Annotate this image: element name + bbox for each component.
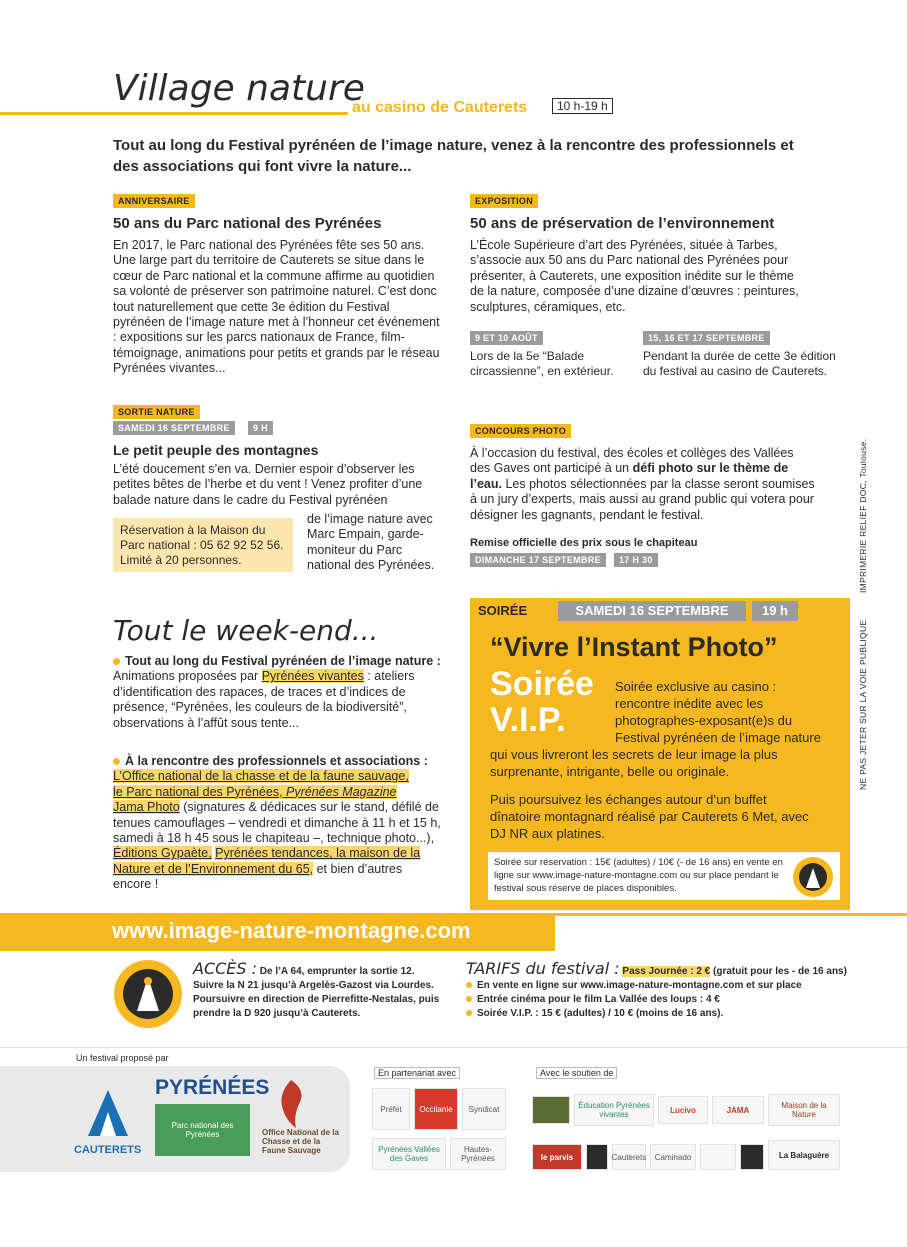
weekend-b1-pre: Animations proposées par <box>113 669 262 684</box>
page-subtitle: au casino de Cauterets <box>352 99 528 116</box>
website-banner-line <box>555 913 907 916</box>
weekend-b1-title: Tout au long du Festival pyrénéen de l’image nature : <box>125 654 441 668</box>
link-oncfs[interactable]: L’Office national de la chasse et de la faune sauvage, <box>113 769 409 784</box>
exposition-text2: Pendant la durée de cette 3e édition du festival au casino de Cauterets. <box>643 349 836 379</box>
tag-concours-photo: CONCOURS PHOTO <box>470 424 571 438</box>
soiree-date: SAMEDI 16 SEPTEMBRE <box>558 601 746 621</box>
sponsor-logo: Cauterets <box>612 1144 646 1170</box>
bullet-dot <box>113 658 120 665</box>
concours-text-a: À l’occasion du festival, des écoles et collèges des Vallées des Gaves ont participé à un <box>470 446 794 476</box>
festival-badge-icon <box>113 959 183 1029</box>
weekend-b2-t3: (signatures & dédicaces sur le stand, défilé de tenues camouflages – vendredi et dimanche à 11 h et 15 h, samedi à 18 h 45 sous le chapiteau –, technique photo...), <box>113 800 441 846</box>
intro-text: Tout au long du Festival pyrénéen de l’image nature, venez à la rencontre des professionnels et des associations qui font vivre la nature... <box>113 137 794 175</box>
link-parc-national[interactable]: le Parc national des Pyrénées, <box>113 784 287 799</box>
tarifs-block <box>466 959 866 1021</box>
acces-title: ACCÈS : <box>193 959 258 978</box>
sortie-title: Le petit peuple des montagnes <box>113 442 319 458</box>
side-legal-text: NE PAS JETER SUR LA VOIE PUBLIQUE IMPRIMERIE RELIEF DOC, Toulouse. <box>858 438 868 790</box>
soiree-text-right <box>490 678 825 780</box>
title-underline <box>0 112 348 115</box>
cauterets-logo-icon <box>78 1086 138 1142</box>
soiree-time: 19 h <box>752 601 798 621</box>
partner-logo: Pyrénées Vallées des Gaves <box>372 1138 446 1170</box>
weekend-bullet-1 <box>113 654 443 731</box>
tarifs-title: TARIFS du festival : <box>466 959 620 978</box>
concours-text-bold: défi photo sur le thème de l’eau. <box>470 461 789 491</box>
concours-remise: Remise officielle des prix sous le chapiteau <box>470 537 698 549</box>
sortie-time: 9 H <box>248 421 273 435</box>
anniversaire-title: 50 ans du Parc national des Pyrénées <box>113 215 382 232</box>
weekend-b1-post: : ateliers d’identification des rapaces, de traces et d’indices de présence, “Pyrénées, les couleurs de la biodiversité”, observations à l’affût sous tente... <box>113 669 415 730</box>
tag-exposition: EXPOSITION <box>470 194 538 208</box>
bullet-dot <box>113 758 120 765</box>
tarifs-item: En vente en ligne sur www.image-nature-montagne.com et sur place <box>466 979 866 993</box>
tarifs-item: Soirée V.I.P. : 15 € (adultes) / 10 € (moins de 16 ans). <box>466 1007 866 1021</box>
page-title: Village nature <box>113 68 365 109</box>
tarifs-item: Entrée cinéma pour le film La Vallée des loups : 4 € <box>466 993 866 1007</box>
link-pyrenees-tendances[interactable]: Pyrénées tendances, la maison de la Nature et de l’Environnement du 65, <box>113 846 421 876</box>
anniversaire-text: En 2017, le Parc national des Pyrénées fête ses 50 ans. Une large part du territoire de Cauterets se situe dans le cœur de Parc national et la commune affirme au quotidien sa volonté de préserver son patrimoine naturel. C’est donc tout naturellement que cette 3e édition du Festival pyrénéen de l’image nature met à l’honneur cet événement : expositions sur les parcs nationaux de France, film-témoignage, animations pour petits et grands par le réseau Pyrénées vivantes... <box>113 238 440 376</box>
hours-badge: 10 h-19 h <box>552 98 613 114</box>
festival-logo-icon <box>792 856 834 898</box>
sponsor-logo: Caminado <box>650 1144 696 1170</box>
tag-anniversaire: ANNIVERSAIRE <box>113 194 195 208</box>
soiree-big-1: Soirée <box>490 665 594 703</box>
sponsor-logo <box>586 1144 608 1170</box>
tarifs-pass: Pass Journée : 2 € <box>622 966 711 977</box>
partner-logo: Préfet <box>372 1088 410 1130</box>
sponsor-logo: Éducation Pyrénées vivantes <box>574 1094 654 1126</box>
soiree-big-2: V.I.P. <box>490 701 566 739</box>
cauterets-label: CAUTERETS <box>74 1144 142 1156</box>
exposition-text1: Lors de la 5e “Balade circassienne”, en extérieur. <box>470 349 614 379</box>
concours-date: DIMANCHE 17 SEPTEMBRE <box>470 553 606 567</box>
sponsor-logo <box>740 1144 764 1170</box>
concours-text <box>470 446 815 523</box>
weekend-b2-end: et bien d’autres encore ! <box>113 861 403 892</box>
sponsor-logo <box>532 1096 570 1124</box>
sponsor-logo: La Balaguère <box>768 1140 840 1170</box>
parc-national-label: Parc national des Pyrénées <box>171 1121 234 1139</box>
acces-block <box>193 959 458 1021</box>
website-link[interactable]: www.image-nature-montagne.com <box>112 918 471 943</box>
footer-divider <box>0 1047 907 1048</box>
acces-text2: Suivre la N 21 jusqu’à Argelès-Gazost via Lourdes. Poursuivre en direction de Pierrefitte-Nestalas, puis prendre la D 920 jusqu’à Cauterets. <box>193 980 440 1019</box>
exposition-date2: 15, 16 ET 17 SEPTEMBRE <box>643 331 770 345</box>
concours-text-b: Les photos sélectionnées par la classe seront soumises à un jury d’experts, mais aussi au grand public qui votera pour désigner les gagnants, pendant le festival. <box>470 476 815 522</box>
sponsor-logo <box>700 1144 736 1170</box>
link-editions-gypaete[interactable]: Éditions Gypaète, <box>113 846 212 861</box>
partner-logo: Syndicat <box>462 1088 506 1130</box>
partner-logo: Occitanie <box>414 1088 458 1130</box>
pyrenees-magazine-logo: PYRÉNÉES <box>155 1076 270 1099</box>
exposition-text: L’École Supérieure d’art des Pyrénées, située à Tarbes, s’associe aux 50 ans du Parc national des Pyrénées pour présenter, à Cauterets, une exposition inédite sur le thème de la nature, composée d’une dizaine d’œuvres : peintures, sculptures, céramiques, etc. <box>470 238 799 314</box>
sponsor-logo: Lucivo <box>658 1096 708 1124</box>
oncfs-deer-icon <box>266 1074 316 1130</box>
concours-time: 17 H 30 <box>614 553 658 567</box>
partenariat-label: En partenariat avec <box>374 1067 460 1079</box>
link-pyrenees-magazine[interactable]: Pyrénées Magazine <box>286 784 397 799</box>
footer-propose-label: Un festival proposé par <box>76 1053 169 1063</box>
soiree-text: Soirée exclusive au casino : rencontre inédite avec les photographes-exposant(e)s du Festival pyrénéen de l’image nature qui vous livreront les secrets de leur image la plus surprenante, intrigante, belle ou originale. <box>490 679 821 779</box>
oncfs-label: Office National de la Chasse et de la Faune Sauvage <box>262 1128 339 1155</box>
parc-national-logo <box>155 1104 250 1156</box>
tarifs-pass-note: (gratuit pour les - de 16 ans) <box>710 966 847 977</box>
sortie-reservation: Réservation à la Maison du Parc national : 05 62 92 52 56. Limité à 20 personnes. <box>120 523 284 567</box>
sponsor-logo: le parvis <box>532 1144 582 1170</box>
sortie-text2: de l’image nature avec Marc Empain, garde-moniteur du Parc national des Pyrénées. <box>307 512 435 573</box>
sortie-text1: L’été doucement s’en va. Dernier espoir d’observer les petites bêtes de l’herbe et du vent ! Venez profiter d’une balade nature dans le cadre du Festival pyrénéen <box>113 462 423 507</box>
link-pyrenees-vivantes[interactable]: Pyrénées vivantes <box>261 669 364 684</box>
soutien-label: Avec le soutien de <box>536 1067 617 1079</box>
soiree-text-2: Puis poursuivez les échanges autour d’un buffet dînatoire montagnard réalisé par Cauterets 6 Met, avec DJ NR aux platines. <box>490 792 809 841</box>
weekend-title: Tout le week-end... <box>113 614 379 647</box>
sponsor-logo: JAMA <box>712 1096 764 1124</box>
weekend-b2-title: À la rencontre des professionnels et associations : <box>125 754 428 768</box>
exposition-title: 50 ans de préservation de l’environnement <box>470 215 775 232</box>
weekend-bullet-2 <box>113 754 443 893</box>
tag-sortie-nature: SORTIE NATURE <box>113 405 200 419</box>
sponsor-logo: Maison de la Nature <box>768 1094 840 1126</box>
partner-logo: Hautes-Pyrénées <box>450 1138 506 1170</box>
sortie-date: SAMEDI 16 SEPTEMBRE <box>113 421 235 435</box>
soiree-label: SOIRÉE <box>478 603 528 618</box>
soiree-reservation: Soirée sur réservation : 15€ (adultes) / 10€ (- de 16 ans) en vente en ligne sur www.image-nature-montagne.com ou sur place pendant le festival sous réserve de places disponibles. <box>494 857 783 894</box>
soiree-title: “Vivre l’Instant Photo” <box>490 632 778 662</box>
acces-text1: De l’A 64, emprunter la sortie 12. <box>257 966 415 977</box>
link-jama-photo[interactable]: Jama Photo <box>113 800 180 815</box>
float-spacer <box>490 678 615 742</box>
exposition-date1: 9 ET 10 AOÛT <box>470 331 543 345</box>
